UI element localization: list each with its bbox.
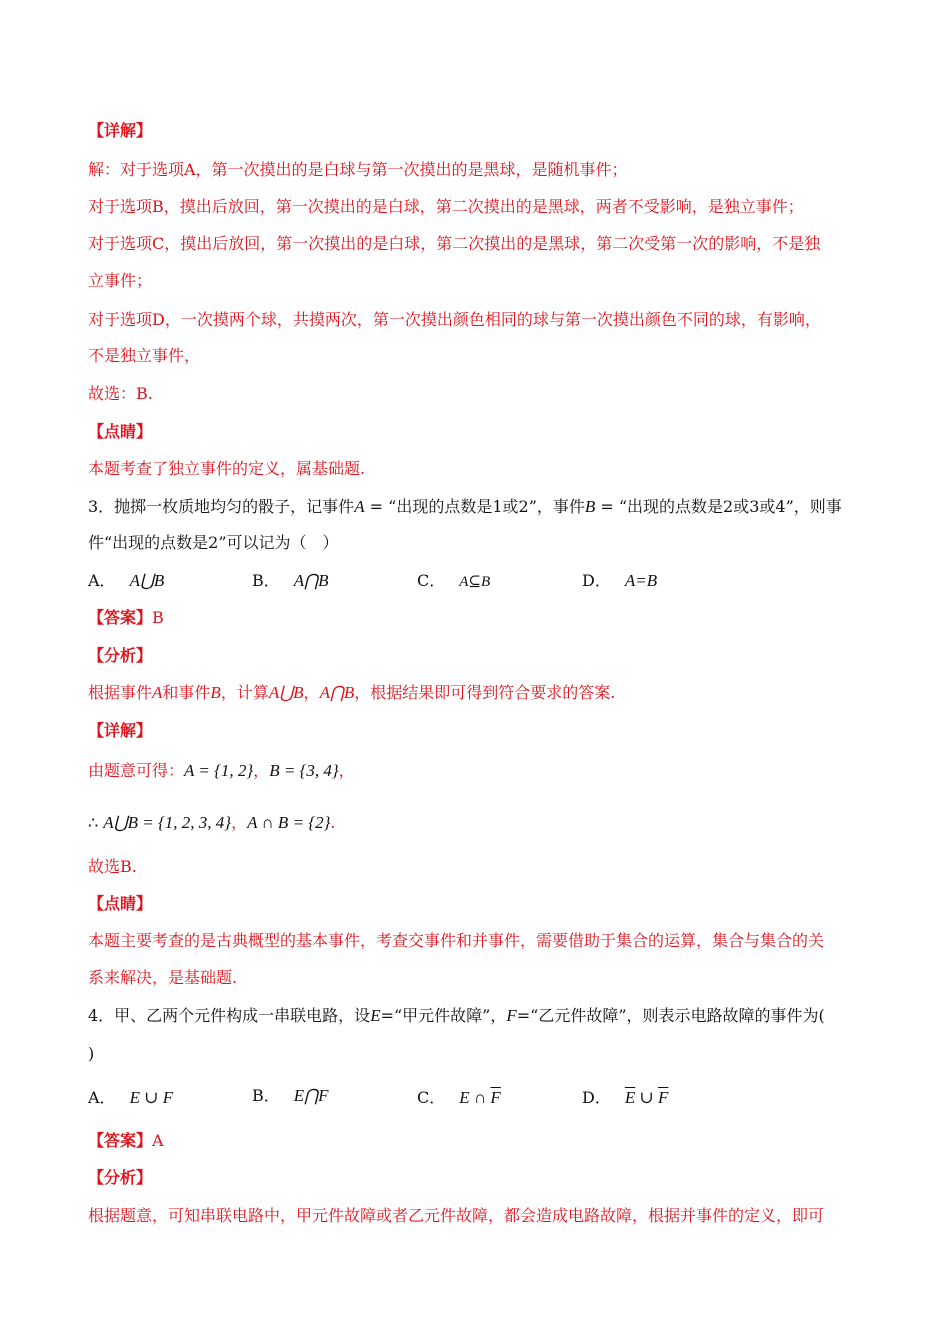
detail-text: ， — [253, 761, 270, 780]
analysis-text: ， — [303, 683, 320, 702]
option-label: D． — [582, 571, 611, 590]
comment-label: 【点睛】 — [88, 422, 153, 441]
question-3-stem — [88, 496, 842, 518]
complement-f: $\overline{F}$ — [490, 1088, 501, 1107]
option-d — [582, 1087, 668, 1109]
stem-text: =“甲元件故障”， — [380, 1006, 507, 1025]
option-c — [417, 1087, 501, 1109]
answer-value: A — [152, 1131, 164, 1150]
detail-line: 立事件； — [88, 271, 153, 290]
analysis-label: 【分析】 — [88, 646, 153, 665]
option-label: C． — [417, 1088, 446, 1107]
detail-line: 解：对于选项A，第一次摸出的是白球与第一次摸出的是黑球，是随机事件； — [88, 160, 628, 179]
comment-label: 【点睛】 — [88, 894, 153, 913]
detail-line: 不是独立事件， — [88, 346, 201, 365]
analysis-text: ，计算 — [220, 683, 269, 702]
complement-e: $\overline{E}$ — [624, 1088, 636, 1107]
option-expr: E ∩ — [459, 1088, 491, 1107]
comment-line: 本题考查了独立事件的定义，属基础题. — [88, 459, 366, 478]
detail-text: 由题意可得： — [88, 761, 185, 780]
stem-text: = “出现的点数是1或2”，事件 — [364, 497, 585, 516]
option-expr: ∪ — [635, 1088, 658, 1107]
intersection-result-expr: A ∩ B = {2} — [247, 813, 331, 832]
var-a: A — [354, 497, 365, 516]
answer-value: B — [152, 608, 164, 627]
comment-line: 本题主要考查的是古典概型的基本事件，考查交事件和并事件，需要借助于集合的运算，集合与集合的关 — [88, 931, 825, 950]
var-b: B — [210, 683, 221, 702]
detail-label: 【详解】 — [88, 121, 153, 140]
detail-line: 对于选项B，摸出后放回，第一次摸出的是白球，第二次摸出的是黑球，两者不受影响，是独立事件； — [88, 197, 804, 216]
choice-line: 故选B. — [88, 857, 137, 876]
option-label: A． — [88, 571, 116, 590]
option-a — [88, 1087, 173, 1109]
detail-label: 【详解】 — [88, 721, 153, 740]
option-d — [582, 570, 657, 592]
stem-text: =“乙元件故障”，则表示电路故障的事件为( — [516, 1006, 825, 1025]
analysis-line — [88, 682, 615, 704]
answer-label: 【答案】 — [88, 1131, 153, 1150]
detail-text: . — [330, 813, 336, 832]
stem-text: 4．甲、乙两个元件构成一串联电路，设 — [88, 1006, 371, 1025]
option-label: B． — [252, 571, 280, 590]
var-e: E — [370, 1006, 381, 1025]
option-c — [417, 570, 490, 593]
option-label: D． — [582, 1088, 611, 1107]
var-f: F — [506, 1006, 517, 1025]
option-expr: A⊆B — [459, 574, 491, 590]
analysis-label: 【分析】 — [88, 1168, 153, 1187]
detail-text: ， — [231, 813, 248, 832]
answer-line — [88, 607, 164, 629]
option-expr: A=B — [624, 571, 658, 590]
detail-line — [88, 760, 355, 782]
stem-text: 3．抛掷一枚质地均匀的骰子，记事件 — [88, 497, 355, 516]
detail-line: 对于选项C，摸出后放回，第一次摸出的是白球，第二次摸出的是黑球，第二次受第一次的影响，不是独 — [88, 234, 821, 253]
comment-line: 系来解决，是基础题. — [88, 968, 238, 987]
question-4-stem — [88, 1005, 825, 1027]
option-expr: A⋂B — [293, 571, 329, 590]
stem-text: = “出现的点数是2或3或4”，则事 — [595, 497, 842, 516]
intersection-expr: A⋂B — [319, 683, 355, 702]
question-3-stem-cont: 件“出现的点数是2”可以记为（ ） — [88, 533, 339, 552]
analysis-text: 和事件 — [162, 683, 211, 702]
detail-line — [88, 812, 335, 834]
analysis-line: 根据题意，可知串联电路中，甲元件故障或者乙元件故障，都会造成电路故障，根据并事件的定义，即可 — [88, 1206, 825, 1225]
option-expr: A⋃B — [129, 571, 165, 590]
option-label: C． — [417, 571, 446, 590]
option-expr: E ∪ F — [129, 1088, 174, 1107]
option-label: A． — [88, 1088, 116, 1107]
option-a — [88, 570, 164, 592]
option-label: B． — [252, 1086, 280, 1105]
complement-f: $\overline{F}$ — [657, 1088, 669, 1107]
analysis-text: ，根据结果即可得到符合要求的答案. — [354, 683, 616, 702]
answer-line — [88, 1130, 164, 1152]
var-a: A — [152, 683, 163, 702]
set-b-expr: B = {3, 4} — [269, 761, 339, 780]
option-b — [252, 1085, 328, 1107]
analysis-text: 根据事件 — [88, 683, 153, 702]
question-4-stem-cont: ) — [88, 1044, 95, 1063]
detail-line: 对于选项D，一次摸两个球，共摸两次，第一次摸出颜色相同的球与第一次摸出颜色不同的球，有影响， — [88, 310, 821, 329]
set-a-expr: A = {1, 2} — [184, 761, 254, 780]
option-expr: E⋂F — [293, 1086, 329, 1105]
choice-line: 故选：B. — [88, 384, 153, 403]
option-b — [252, 570, 328, 592]
detail-text: ， — [338, 761, 355, 780]
answer-label: 【答案】 — [88, 608, 153, 627]
var-b: B — [584, 497, 596, 516]
therefore-symbol: ∴ — [88, 813, 104, 832]
union-result-expr: A⋃B = {1, 2, 3, 4} — [103, 813, 232, 832]
union-expr: A⋃B — [268, 683, 304, 702]
